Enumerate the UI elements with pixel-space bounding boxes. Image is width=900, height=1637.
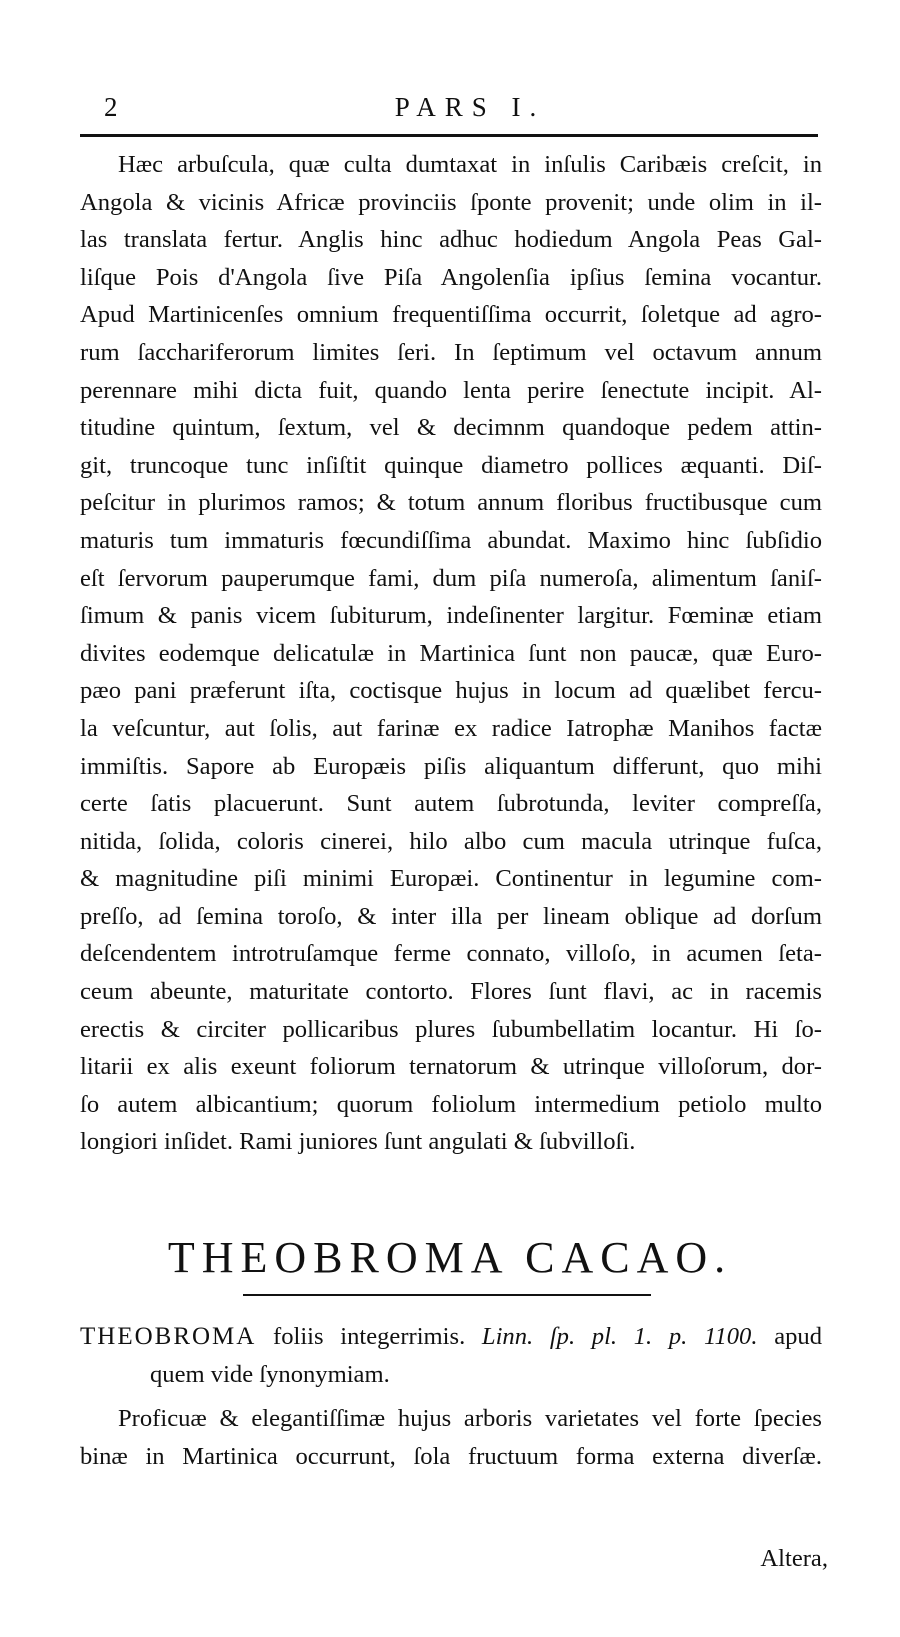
running-title: PARS I. bbox=[394, 92, 546, 122]
paragraph-line: liſque Pois d'Angola ſive Piſa Angolenſia ipſius ſemina vocantur. bbox=[80, 263, 822, 291]
paragraph-line: Proficuæ & elegantiſſimæ hujus arboris varietates vel forte ſpecies bbox=[118, 1405, 822, 1432]
paragraph-line: deſcendentem introtruſamque ferme connato, villoſo, in acumen ſeta- bbox=[80, 940, 822, 968]
running-head bbox=[0, 92, 900, 128]
page-number: 2 bbox=[104, 92, 118, 122]
paragraph-line: longiori inſidet. Rami juniores ſunt angulati & ſubvilloſi. bbox=[80, 1128, 636, 1156]
definition-line-2: quem vide ſynonymiam. bbox=[150, 1361, 390, 1388]
paragraph-line: erectis & circiter pollicaribus plures ſubumbellatim locantur. Hi ſo- bbox=[80, 1015, 822, 1043]
paragraph-line: titudine quintum, ſextum, vel & decimnm quandoque pedem attin- bbox=[80, 414, 822, 442]
paragraph-line: rum ſacchariferorum limites ſeri. In ſeptimum vel octavum annum bbox=[80, 338, 822, 366]
linnaeus-reference: Linn. ſp. pl. 1. p. 1100. bbox=[481, 1323, 758, 1350]
paragraph-line: pæo pani præferunt iſta, coctisque hujus in locum ad quælibet fercu- bbox=[80, 677, 822, 705]
main-paragraph bbox=[80, 146, 822, 1161]
catchword: Altera, bbox=[760, 1545, 828, 1572]
definition-after: apud bbox=[757, 1323, 822, 1350]
paragraph-line: las translata fertur. Anglis hinc adhuc hodiedum Angola Peas Gal- bbox=[80, 226, 822, 254]
paragraph-line: git, truncoque tunc inſiſtit quinque diametro pollices æquanti. Diſ- bbox=[80, 451, 822, 479]
paragraph-line: litarii ex alis exeunt foliorum ternatorum & utrinque villoſorum, dor- bbox=[80, 1053, 822, 1081]
paragraph-line: divites eodemque delicatulæ in Martinica ſunt non paucæ, quæ Euro- bbox=[80, 639, 822, 667]
paragraph-line: eſt ſervorum pauperumque fami, dum piſa numeroſa, alimentum ſaniſ- bbox=[80, 564, 822, 592]
paragraph-line: Hæc arbuſcula, quæ culta dumtaxat in inſulis Caribæis creſcit, in bbox=[118, 151, 822, 178]
paragraph-line: Angola & vicinis Africæ provinciis ſponte provenit; unde olim in il- bbox=[80, 188, 822, 216]
species-definition bbox=[80, 1318, 822, 1394]
definition-text: foliis integerrimis. bbox=[256, 1323, 482, 1350]
section-rule bbox=[243, 1294, 651, 1296]
section-title: THEOBROMA CACAO. bbox=[167, 1233, 733, 1282]
paragraph-line: ſo autem albicantium; quorum foliolum intermedium petiolo multo bbox=[80, 1090, 822, 1118]
paragraph-line: la veſcuntur, aut ſolis, aut farinæ ex radice Iatrophæ Manihos factæ bbox=[80, 714, 822, 742]
definition-line bbox=[80, 1318, 822, 1356]
paragraph-line: preſſo, ad ſemina toroſo, & inter illa per lineam oblique ad dorſum bbox=[80, 902, 822, 930]
paragraph-line: perennare mihi dicta fuit, quando lenta perire ſenectute incipit. Al- bbox=[80, 376, 822, 404]
paragraph-line: maturis tum immaturis fœcundiſſima abundat. Maximo hinc ſubſidio bbox=[80, 526, 822, 554]
second-paragraph bbox=[80, 1400, 822, 1475]
paragraph-line: immiſtis. Sapore ab Europæis piſis aliquantum differunt, quo mihi bbox=[80, 752, 822, 780]
paragraph-line: binæ in Martinica occurrunt, ſola fructuum forma externa diverſæ. bbox=[80, 1442, 822, 1470]
paragraph-line: Apud Martinicenſes omnium frequentiſſima occurrit, ſoletque ad agro- bbox=[80, 301, 822, 329]
paragraph-line: & magnitudine piſi minimi Europæi. Continentur in legumine com- bbox=[80, 865, 822, 893]
paragraph-line: nitida, ſolida, coloris cinerei, hilo albo cum macula utrinque fuſca, bbox=[80, 827, 822, 855]
genus-name: THEOBROMA bbox=[80, 1323, 257, 1350]
paragraph-line: certe ſatis placuerunt. Sunt autem ſubrotunda, leviter compreſſa, bbox=[80, 790, 822, 818]
paragraph-line: peſcitur in plurimos ramos; & totum annum floribus fructibusque cum bbox=[80, 489, 822, 517]
paragraph-line: ſimum & panis vicem ſubiturum, indeſinenter largitur. Fœminæ etiam bbox=[80, 602, 822, 630]
header-rule bbox=[80, 134, 818, 137]
paragraph-line: ceum abeunte, maturitate contorto. Flores ſunt flavi, ac in racemis bbox=[80, 978, 822, 1006]
